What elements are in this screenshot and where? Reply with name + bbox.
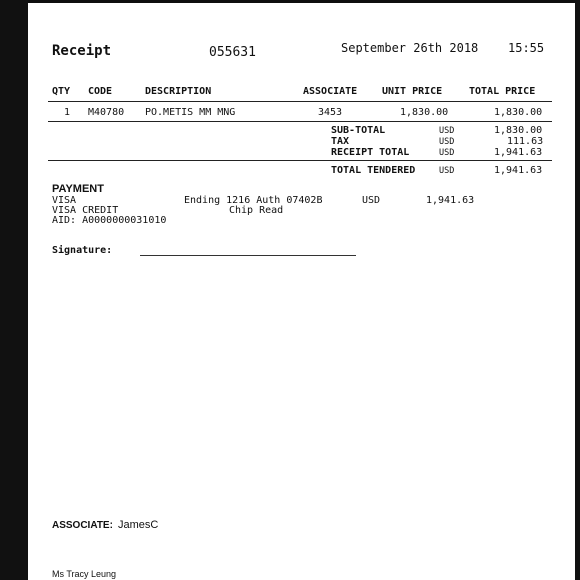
tax-currency: USD	[439, 137, 455, 147]
receipt-number: 055631	[209, 45, 256, 60]
col-header-qty: QTY	[52, 86, 71, 97]
tendered-currency: USD	[439, 166, 455, 176]
subtotal-value: 1,830.00	[494, 125, 543, 136]
payment-card-type: VISA CREDIT	[52, 205, 119, 216]
tax-value: 111.63	[507, 136, 544, 147]
items-divider	[48, 121, 552, 122]
row-code: M40780	[88, 107, 125, 118]
col-header-total-price: TOTAL PRICE	[469, 86, 536, 97]
receipt-total-currency: USD	[439, 148, 455, 158]
subtotal-currency: USD	[439, 126, 455, 136]
row-associate: 3453	[318, 107, 343, 118]
receipt-total-label: RECEIPT TOTAL	[331, 147, 410, 158]
signature-label: Signature:	[52, 245, 113, 256]
receipt-title: Receipt	[52, 43, 112, 59]
payment-heading: PAYMENT	[52, 183, 104, 195]
receipt-time: 15:55	[508, 41, 545, 55]
col-header-description: DESCRIPTION	[145, 86, 212, 97]
payment-ending: Ending 1216 Auth 07402B	[184, 195, 323, 206]
payment-entry-mode: Chip Read	[229, 205, 284, 216]
customer-name: Ms Tracy Leung	[52, 569, 117, 579]
totals-divider	[48, 160, 552, 161]
payment-currency: USD	[362, 195, 381, 206]
header-divider	[48, 101, 552, 102]
tendered-label: TOTAL TENDERED	[331, 165, 416, 176]
tendered-value: 1,941.63	[494, 165, 543, 176]
row-qty: 1	[64, 107, 71, 118]
receipt-page	[28, 3, 575, 580]
col-header-code: CODE	[88, 86, 113, 97]
receipt-date: September 26th 2018	[341, 41, 479, 55]
left-border	[0, 0, 28, 580]
payment-aid: AID: A0000000031010	[52, 215, 167, 226]
associate-label: ASSOCIATE:	[52, 520, 113, 531]
col-header-unit-price: UNIT PRICE	[382, 86, 443, 97]
payment-amount: 1,941.63	[426, 195, 475, 206]
receipt-total-value: 1,941.63	[494, 147, 543, 158]
subtotal-label: SUB-TOTAL	[331, 125, 386, 136]
associate-name: JamesC	[118, 519, 159, 531]
row-description: PO.METIS MM MNG	[145, 107, 236, 118]
payment-card: VISA	[52, 195, 77, 206]
signature-line	[140, 255, 356, 256]
tax-label: TAX	[331, 136, 350, 147]
row-unit-price: 1,830.00	[400, 107, 449, 118]
col-header-associate: ASSOCIATE	[303, 86, 358, 97]
row-total-price: 1,830.00	[494, 107, 543, 118]
right-border	[575, 0, 580, 580]
